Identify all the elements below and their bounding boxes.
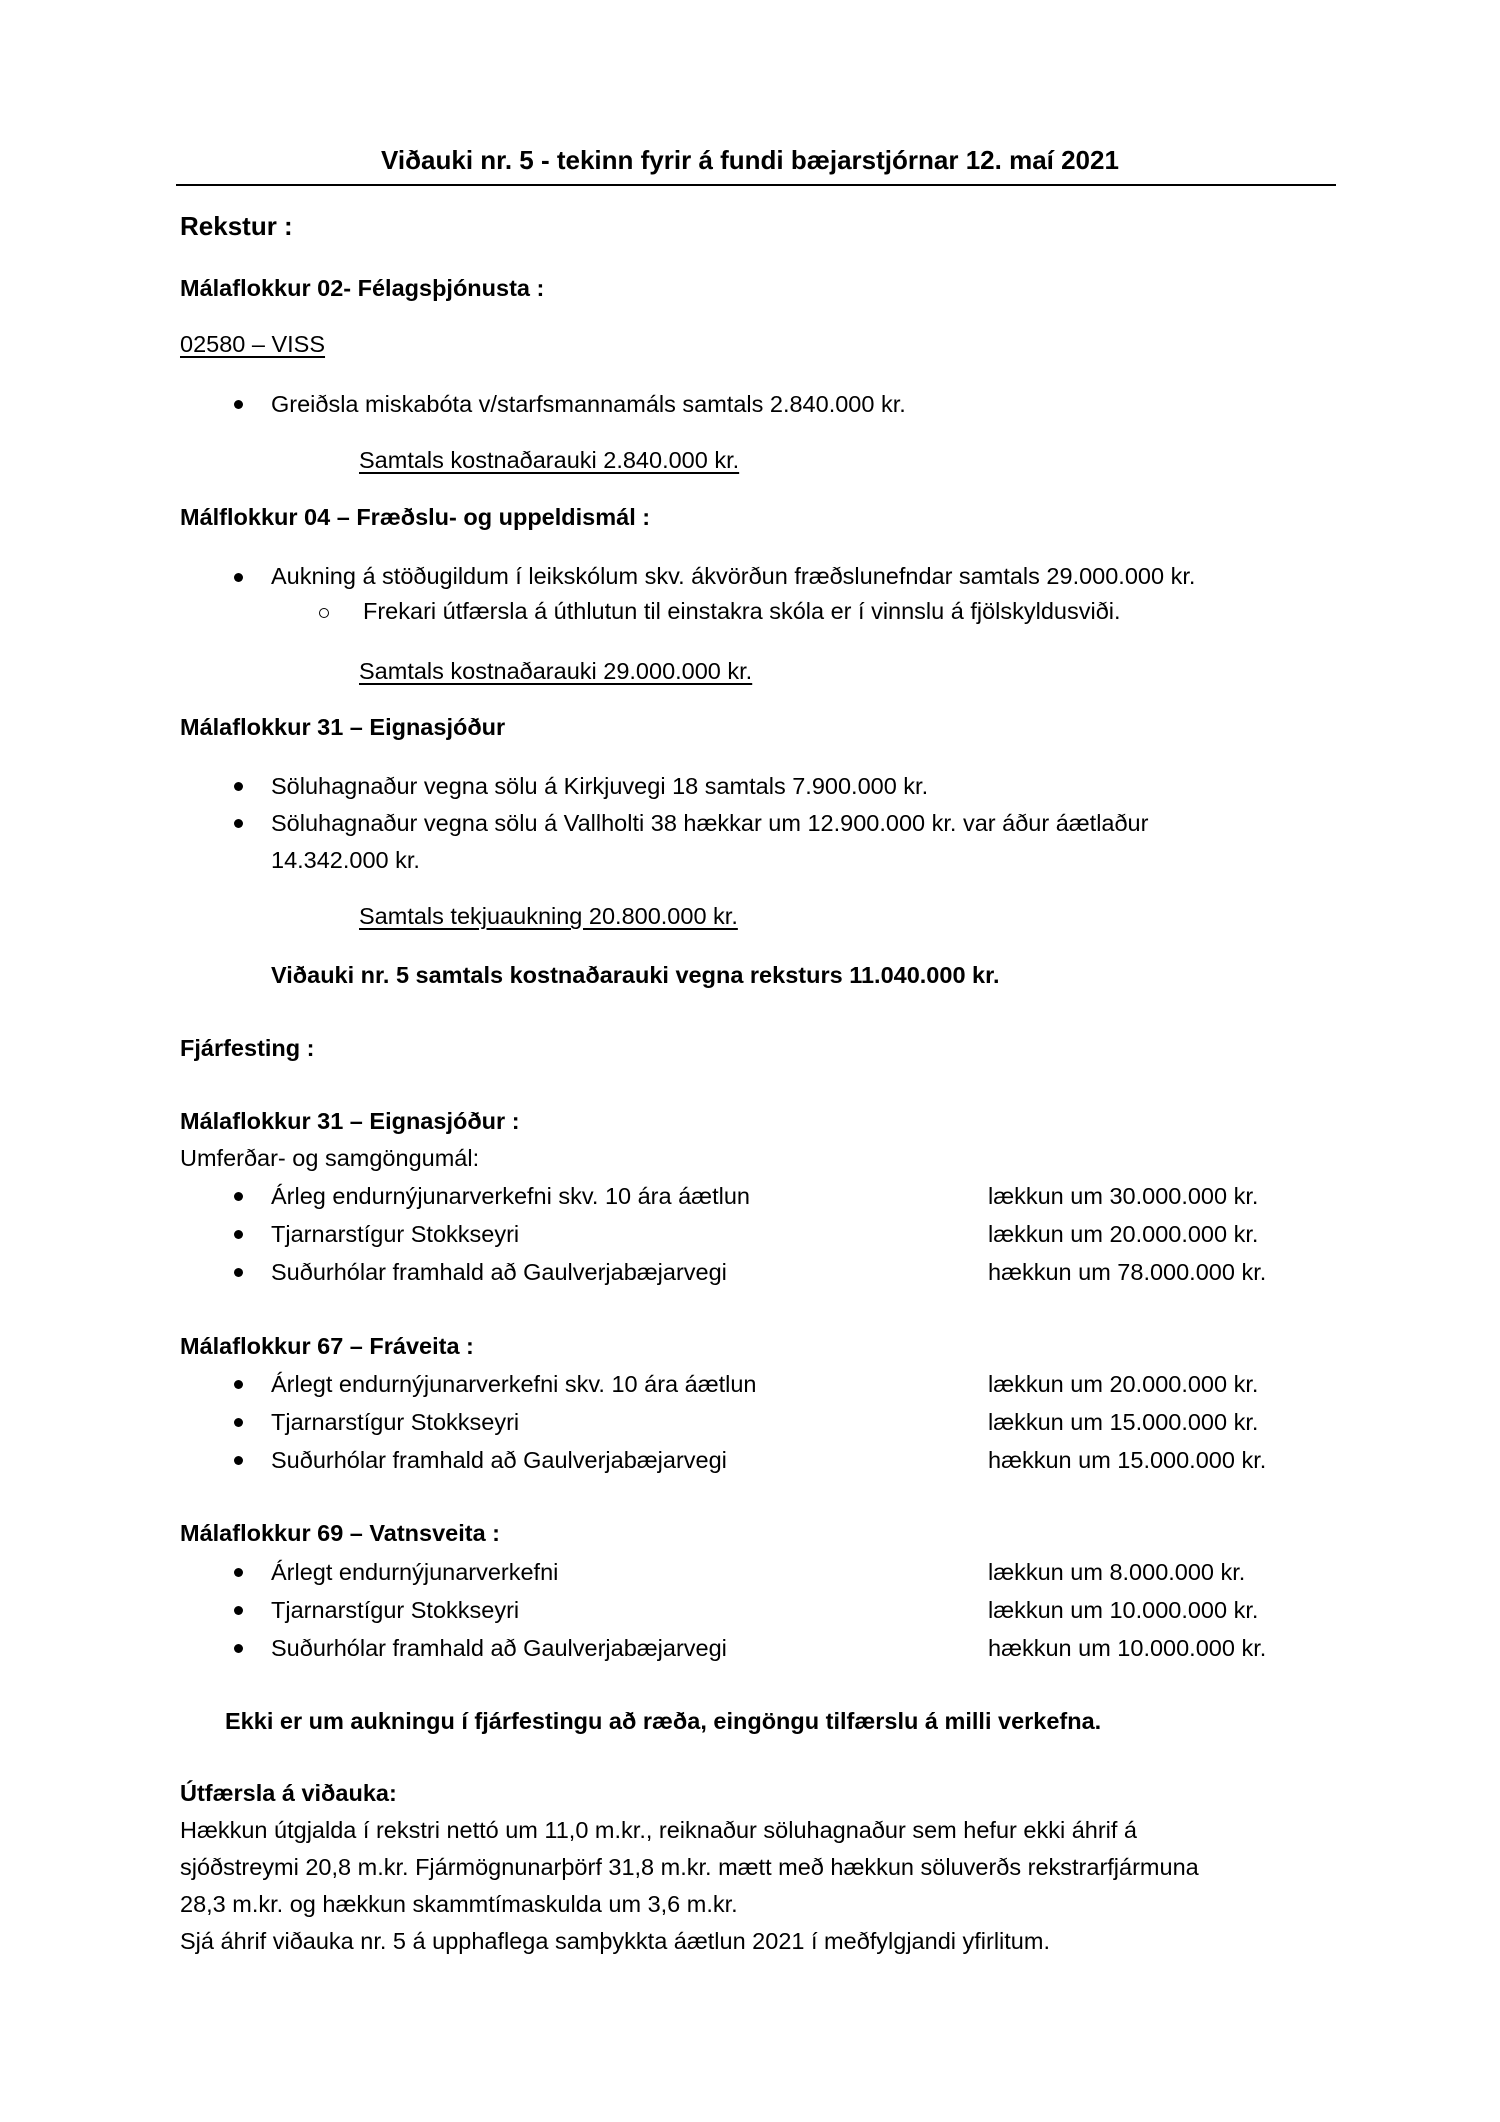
bullet-icon [234, 1568, 243, 1577]
mf04-total: Samtals kostnaðarauki 29.000.000 kr. [359, 658, 753, 684]
bullet-icon [234, 782, 243, 791]
fj-mf67-item-change: lækkun um 20.000.000 kr. [988, 1371, 1259, 1397]
fj-mf31-heading: Málaflokkur 31 – Eignasjóður : [180, 1108, 520, 1134]
mf02-subheading: 02580 – VISS [180, 331, 326, 357]
sub-bullet-icon [319, 608, 329, 618]
bullet-icon [234, 1644, 243, 1653]
fj-mf31-item-label: Suðurhólar framhald að Gaulverjabæjarvegi [271, 1259, 727, 1285]
utfaersla-heading: Útfærsla á viðauka: [180, 1780, 397, 1806]
utfaersla-line-4: Sjá áhrif viðauka nr. 5 á upphaflega samþykkta áætlun 2021 í meðfylgjandi yfirlitum. [180, 1928, 1050, 1954]
mf02-heading: Málaflokkur 02- Félagsþjónusta : [180, 275, 545, 301]
fj-mf69-item-label: Árlegt endurnýjunarverkefni [271, 1559, 559, 1585]
fj-mf31-subheading: Umferðar- og samgöngumál: [180, 1145, 480, 1171]
bullet-icon [234, 1192, 243, 1201]
utfaersla-line-2: sjóðstreymi 20,8 m.kr. Fjármögnunarþörf 31,8 m.kr. mætt með hækkun söluverðs rekstrarfjármuna [180, 1854, 1199, 1880]
mf02-total: Samtals kostnaðarauki 2.840.000 kr. [359, 447, 740, 473]
fj-mf31-item-change: hækkun um 78.000.000 kr. [988, 1259, 1267, 1285]
fj-mf67-item-change: hækkun um 15.000.000 kr. [988, 1447, 1267, 1473]
fjarfesting-heading: Fjárfesting : [180, 1035, 315, 1061]
utfaersla-line-1: Hækkun útgjalda í rekstri nettó um 11,0 m.kr., reiknaður söluhagnaður sem hefur ekki áhrif á [180, 1817, 1138, 1843]
fj-mf67-item-label: Tjarnarstígur Stokkseyri [271, 1409, 520, 1435]
mf31-heading: Málaflokkur 31 – Eignasjóður [180, 714, 506, 740]
mf04-subitem-1: Frekari útfærsla á úthlutun til einstakra skóla er í vinnslu á fjölskyldusviði. [363, 598, 1121, 624]
bullet-icon [234, 573, 243, 582]
fj-mf69-item-change: hækkun um 10.000.000 kr. [988, 1635, 1267, 1661]
mf02-item-1: Greiðsla miskabóta v/starfsmannamáls samtals 2.840.000 kr. [271, 391, 906, 417]
bullet-icon [234, 1268, 243, 1277]
fj-mf69-item-label: Suðurhólar framhald að Gaulverjabæjarvegi [271, 1635, 727, 1661]
mf31-item-2-line-2: 14.342.000 kr. [271, 847, 420, 873]
bullet-icon [234, 1380, 243, 1389]
title-divider [176, 184, 1336, 186]
fj-mf69-heading: Málaflokkur 69 – Vatnsveita : [180, 1520, 501, 1546]
fj-mf67-item-label: Árlegt endurnýjunarverkefni skv. 10 ára áætlun [271, 1371, 757, 1397]
mf31-total: Samtals tekjuaukning 20.800.000 kr. [359, 903, 738, 929]
mf04-heading: Málflokkur 04 – Fræðslu- og uppeldismál : [180, 504, 651, 530]
utfaersla-line-3: 28,3 m.kr. og hækkun skammtímaskulda um 3,6 m.kr. [180, 1891, 738, 1917]
fj-mf67-heading: Málaflokkur 67 – Fráveita : [180, 1333, 474, 1359]
rekstur-heading: Rekstur : [180, 211, 293, 241]
fjarfesting-note: Ekki er um aukningu í fjárfestingu að ræða, eingöngu tilfærslu á milli verkefna. [225, 1708, 1102, 1734]
fj-mf67-item-label: Suðurhólar framhald að Gaulverjabæjarvegi [271, 1447, 727, 1473]
fj-mf67-item-change: lækkun um 15.000.000 kr. [988, 1409, 1259, 1435]
document-title: Viðauki nr. 5 - tekinn fyrir á fundi bæjarstjórnar 12. maí 2021 [381, 145, 1119, 175]
fj-mf31-item-change: lækkun um 20.000.000 kr. [988, 1221, 1259, 1247]
bullet-icon [234, 1418, 243, 1427]
bullet-icon [234, 1230, 243, 1239]
bullet-icon [234, 819, 243, 828]
fj-mf69-item-change: lækkun um 10.000.000 kr. [988, 1597, 1259, 1623]
bullet-icon [234, 400, 243, 409]
fj-mf31-item-label: Árleg endurnýjunarverkefni skv. 10 ára áætlun [271, 1183, 750, 1209]
bullet-icon [234, 1606, 243, 1615]
mf31-item-1: Söluhagnaður vegna sölu á Kirkjuvegi 18 samtals 7.900.000 kr. [271, 773, 929, 799]
rekstur-summary: Viðauki nr. 5 samtals kostnaðarauki vegna reksturs 11.040.000 kr. [271, 962, 1000, 988]
fj-mf31-item-label: Tjarnarstígur Stokkseyri [271, 1221, 520, 1247]
mf04-item-1: Aukning á stöðugildum í leikskólum skv. ákvörðun fræðslunefndar samtals 29.000.000 kr. [271, 563, 1196, 589]
fj-mf69-item-change: lækkun um 8.000.000 kr. [988, 1559, 1246, 1585]
fj-mf69-item-label: Tjarnarstígur Stokkseyri [271, 1597, 520, 1623]
fj-mf31-item-change: lækkun um 30.000.000 kr. [988, 1183, 1259, 1209]
mf31-item-2-line-1: Söluhagnaður vegna sölu á Vallholti 38 hækkar um 12.900.000 kr. var áður áætlaður [271, 810, 1149, 836]
bullet-icon [234, 1456, 243, 1465]
